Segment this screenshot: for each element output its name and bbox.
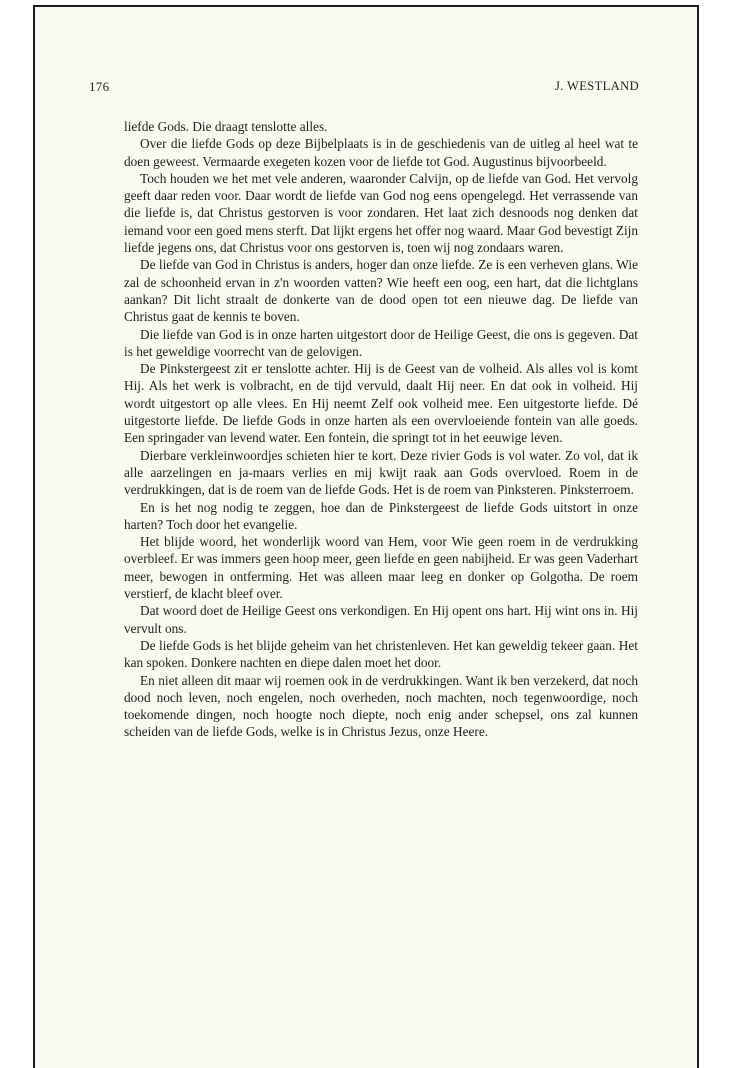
- page-header: [89, 79, 639, 95]
- paragraph: Dat woord doet de Heilige Geest ons verkondigen. En Hij opent ons hart. Hij wint ons in. Hij vervult ons.: [124, 603, 638, 636]
- paragraph: liefde Gods. Die draagt tenslotte alles.: [124, 119, 328, 134]
- paragraph: De liefde Gods is het blijde geheim van het christenleven. Het kan geweldig tekeer gaan. Het kan spoken. Donkere nachten en diepe dalen moet het door.: [124, 637, 638, 671]
- paragraph: Over die liefde Gods op deze Bijbelplaats is in de geschiedenis van de uitleg al heel wat te doen geweest. Vermaarde exegeten kozen voor de liefde tot God. Augustinus bijvoorbeeld.: [124, 136, 638, 169]
- paragraph: Dierbare verkleinwoordjes schieten hier te kort. Deze rivier Gods is vol water. Zo vol, dat ik alle aarzelingen en ja-maars verlies en mij kwijt raak aan Gods overvloed. Roem in de verdrukkingen, dat is de roem van de liefde Gods. Het is de roem van Pinksteren. Pinksterroem.: [124, 447, 638, 498]
- paragraph: Die liefde van God is in onze harten uitgestort door de Heilige Geest, die ons is gegeven. Dat is het geweldige voorrecht van de gelovigen.: [124, 326, 638, 359]
- paragraph: De liefde van God in Christus is anders, hoger dan onze liefde. Ze is een verheven glans. Wie zal de schoonheid ervan in z'n woorden vatten? Wie heeft een oog, een hart, dat die lichtglans aankan? Dit licht straalt de donkerte van de dood open tot een nieuwe dag. De liefde van Christus gaat de kennis te boven.: [124, 257, 638, 325]
- running-head: J. WESTLAND: [554, 79, 639, 93]
- paragraph: Toch houden we het met vele anderen, waaronder Calvijn, op de liefde van God. Het vervolg geeft daar reden voor. Daar wordt de liefde van God nog eens opengelegd. Het verrassende van die liefde is, dat Christus gestorven is voor zondaren. Het laat zich desnoods nog denken dat iemand voor een goed mens sterft. Dat lijkt ergens het offer nog waard. Maar God bevestigt Zijn liefde jegens ons, dat Christus voor ons gestorven is, toen wij nog zondaars waren.: [124, 170, 638, 256]
- page-number: 176: [89, 79, 110, 94]
- paragraph: Het blijde woord, het wonderlijk woord van Hem, voor Wie geen roem in de verdrukking overbleef. Er was immers geen hoop meer, geen liefde en geen nabijheid. Er was geen Vaderhart meer, bewogen in ontferming. Het was alleen maar leeg en donker op Golgotha. De roem verstierf, de klacht bleef over.: [124, 534, 638, 602]
- body-text: [124, 118, 638, 741]
- paragraph: En niet alleen dit maar wij roemen ook in de verdrukkingen. Want ik ben verzekerd, dat noch dood noch leven, noch engelen, noch overheden, noch machten, noch tegenwoordige, noch toekomende dingen, noch hoogte noch diepte, noch enig ander schepsel, ons zal kunnen scheiden van de liefde Gods, welke is in Christus Jezus, onze Heere.: [124, 672, 638, 740]
- paragraph: En is het nog nodig te zeggen, hoe dan de Pinkstergeest de liefde Gods uitstort in onze harten? Toch door het evangelie.: [124, 499, 638, 532]
- paragraph: De Pinkstergeest zit er tenslotte achter. Hij is de Geest van de volheid. Als alles vol is komt Hij. Als het werk is volbracht, en de tijd vervuld, daalt Hij neer. En dat ook in volheid. Hij wordt uitgestort op alle vlees. En Hij neemt Zelf ook volheid mee. Een uitgestorte liefde. Dé uitgestorte liefde. De liefde Gods in onze harten als een overvloeiende fontein van alle goeds. Een springader van levend water. Een fontein, die springt tot in het eeuwige leven.: [124, 361, 638, 446]
